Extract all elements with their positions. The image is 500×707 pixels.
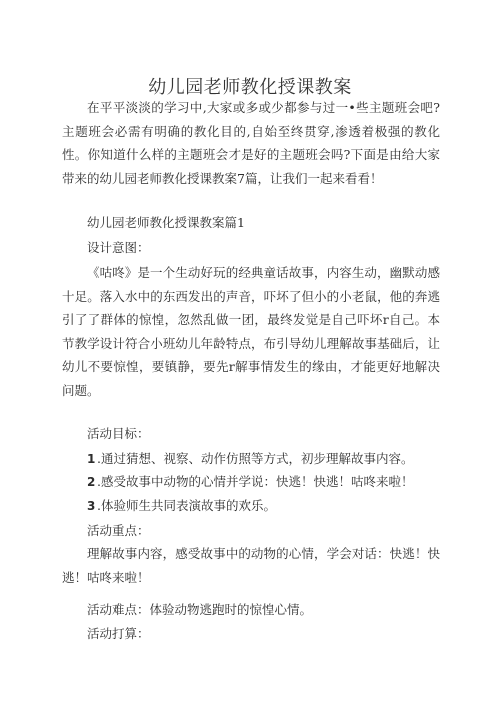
document-title: 幼儿园老师教化授课教案 [148,77,352,98]
intro-paragraph: 在平平淡淡的学习中,大家或多或少都参与过一•些主题班会吧?主题班会必需有明确的教化目的,自始至终贯穿,渗透着极强的教化性。你知道什么样的主题班会才是好的主题班会吗?下面是由给大家带来的幼儿园老师教化授课教案7篇，让我们一起来看看！ [62,100,440,186]
goal-number: 3 [87,499,96,513]
goal-text: .感受故事中动物的心情并学说：快逃！快逃！咕咚来啦！ [97,474,414,489]
goal-item [87,496,276,516]
goal-number: 1 [87,452,96,466]
preparation-label: 活动打算： [87,626,150,641]
design-intent-label: 设计意图： [87,240,150,255]
key-points-paragraph: 理解故事内容，感受故事中的动物的心情，学会对话：快逃！快逃！咕咚来啦！ [62,546,440,585]
goal-text: .体验师生共同表演故事的欢乐。 [97,498,276,513]
design-intent-paragraph: 《咕咚》是一个生动好玩的经典童话故事，内容生动，幽默动感十足。落入水中的东西发出的声音，吓坏了但小的小老鼠，他的奔逃引了了群体的惊惶，忽然乱做一团，最终发觉是自己吓坏r自己。本节教学设计符合小班幼儿年龄特点，布引导幼儿理解故事基础后，让幼儿不要惊惶，要镇静，要先r解事情发生的缘由，才能更好地解决问题。 [62,265,440,398]
goal-number: 2 [87,475,96,489]
difficulty-line: 活动难点：体验动物逃跑时的惊惶心情。 [87,602,313,617]
goal-item [87,449,413,469]
goal-item [87,472,413,492]
goal-text: .通过猜想、视察、动作仿照等方式，初步理解故事内容。 [97,451,414,466]
key-points-label: 活动重点： [87,523,150,538]
section-heading: 幼儿园老师教化授课教案篇1 [87,215,245,230]
goals-label: 活动目标： [87,426,150,441]
